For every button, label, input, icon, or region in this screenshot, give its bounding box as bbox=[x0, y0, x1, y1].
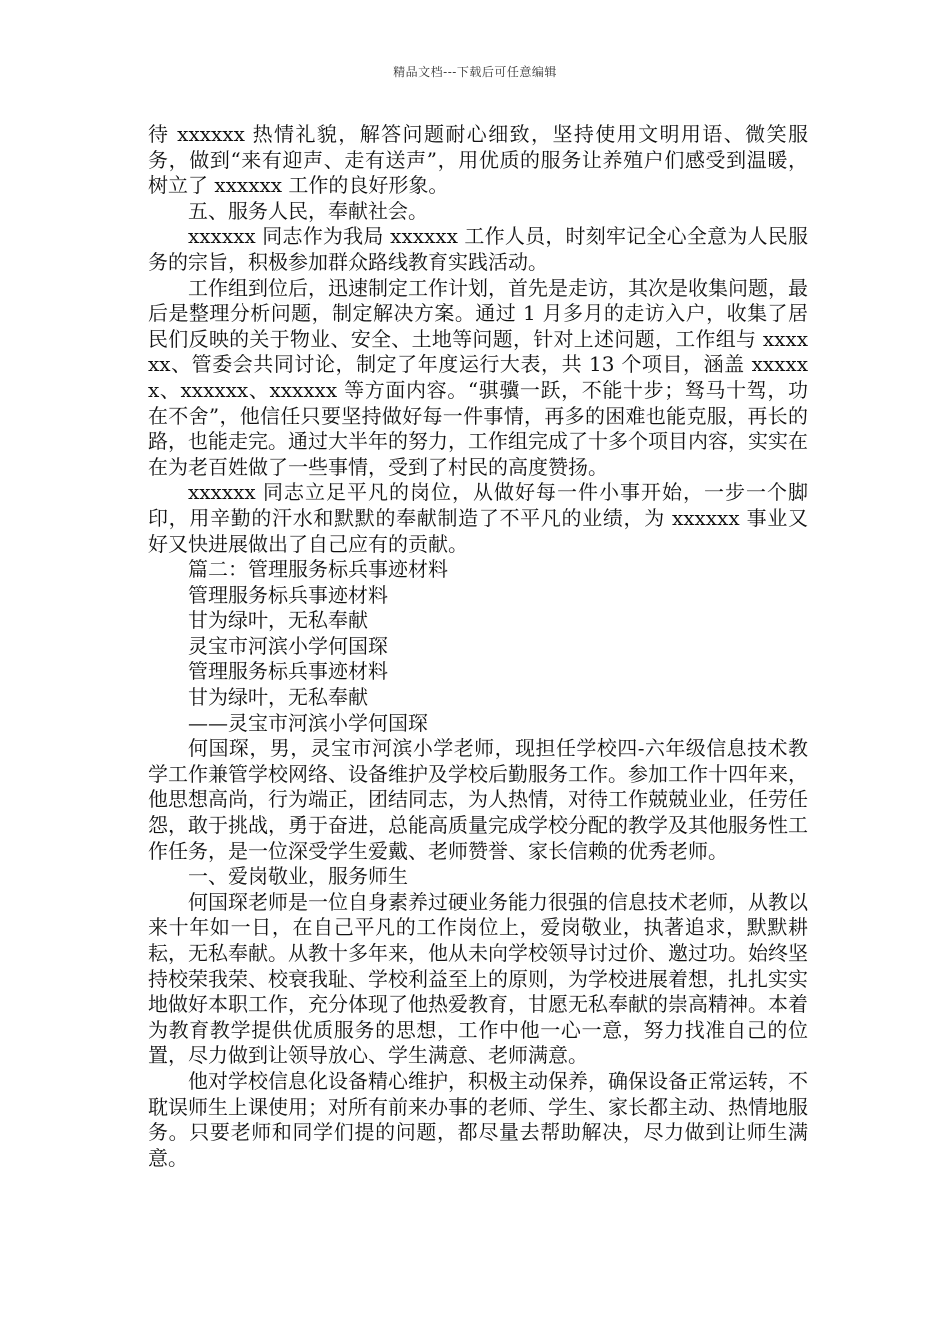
paragraph: xxxxxx 同志立足平凡的岗位，从做好每一件小事开始，一步一个脚印，用辛勤的汗水和默默的奉献制造了不平凡的业绩，为 xxxxxx 事业又好又快进展做出了自己应有的贡献。 bbox=[148, 480, 808, 556]
chapter-title: 篇二：管理服务标兵事迹材料 bbox=[188, 557, 448, 582]
document-subtitle: 甘为绿叶，无私奉献 bbox=[188, 608, 368, 633]
paragraph: 工作组到位后，迅速制定工作计划，首先是走访，其次是收集问题，最后是整理分析问题，制定解决方案。通过 1 月多月的走访入户，收集了居民们反映的关于物业、安全、土地等问题，针对上述问题，工作组与 xxxxxx、管委会共同讨论，制定了年度运行大表，共 13 个项目，涵盖 xxxxxx、xxxxxx、xxxxxx 等方面内容。“骐骥一跃，不能十步；驽马十驾，功在不舍”，他信任只要坚持做好每一件事情，再多的困难也能克服，再长的路，也能走完。通过大半年的努力，工作组完成了十多个项目内容，实实在在为老百姓做了一些事情，受到了村民的高度赞扬。 bbox=[148, 275, 808, 479]
document-body bbox=[148, 122, 808, 1171]
author-line: 灵宝市河滨小学何国琛 bbox=[188, 633, 388, 658]
section-heading: 五、服务人民，奉献社会。 bbox=[188, 198, 428, 223]
page-header: 精品文档---下载后可任意编辑 bbox=[393, 65, 557, 79]
document-subtitle: 甘为绿叶，无私奉献 bbox=[188, 685, 368, 710]
section-heading: 一、爱岗敬业，服务师生 bbox=[188, 864, 408, 889]
document-title: 管理服务标兵事迹材料 bbox=[188, 659, 388, 684]
paragraph: xxxxxx 同志作为我局 xxxxxx 工作人员，时刻牢记全心全意为人民服务的宗旨，积极参加群众路线教育实践活动。 bbox=[148, 224, 808, 274]
paragraph: 待 xxxxxx 热情礼貌，解答问题耐心细致，坚持使用文明用语、微笑服务，做到“来有迎声、走有送声”，用优质的服务让养殖户们感受到温暖，树立了 xxxxxx 工作的良好形象。 bbox=[148, 122, 808, 198]
paragraph: 他对学校信息化设备精心维护，积极主动保养，确保设备正常运转，不耽误师生上课使用；对所有前来办事的老师、学生、家长都主动、热情地服务。只要老师和同学们提的问题，都尽量去帮助解决，尽力做到让师生满意。 bbox=[148, 1068, 808, 1170]
document-title: 管理服务标兵事迹材料 bbox=[188, 582, 388, 607]
author-line: ——灵宝市河滨小学何国琛 bbox=[188, 710, 428, 735]
paragraph: 何国琛，男，灵宝市河滨小学老师，现担任学校四-六年级信息技术教学工作兼管学校网络、设备维护及学校后勤服务工作。参加工作十四年来，他思想高尚，行为端正，团结同志，为人热情，对待工作兢兢业业，任劳任怨，敢于挑战，勇于奋进，总能高质量完成学校分配的教学及其他服务性工作任务，是一位深受学生爱戴、老师赞誉、家长信赖的优秀老师。 bbox=[148, 736, 808, 863]
paragraph: 何国琛老师是一位自身素养过硬业务能力很强的信息技术老师，从教以来十年如一日，在自己平凡的工作岗位上，爱岗敬业，执著追求，默默耕耘，无私奉献。从教十多年来，他从未向学校领导讨过价、邀过功。始终坚持校荣我荣、校衰我耻、学校利益至上的原则，为学校进展着想，扎扎实实地做好本职工作，充分体现了他热爱教育，甘愿无私奉献的崇高精神。本着为教育教学提供优质服务的思想，工作中他一心一意，努力找准自己的位置，尽力做到让领导放心、学生满意、老师满意。 bbox=[148, 889, 808, 1068]
